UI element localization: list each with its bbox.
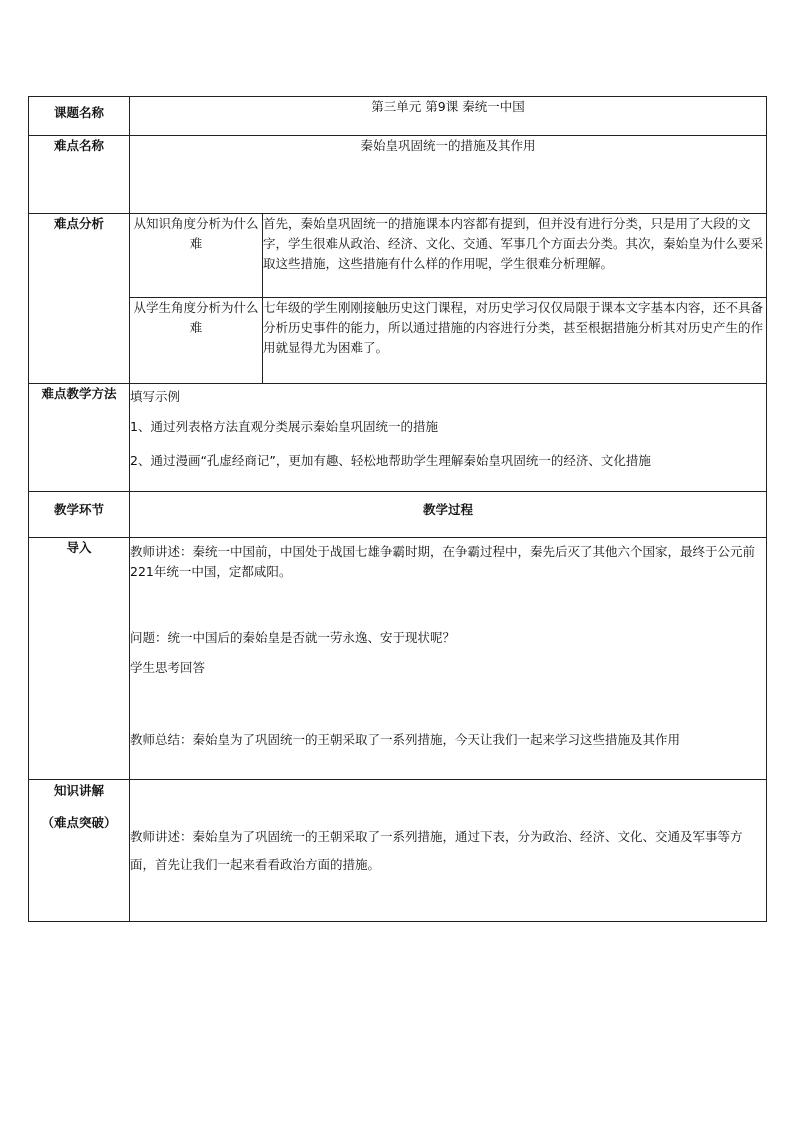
knowledge-angle-label-text: 从知识角度分析为什么难 bbox=[133, 216, 259, 251]
teaching-stage-label: 教学环节 bbox=[29, 492, 130, 538]
introduction-question: 问题：统一中国后的秦始皇是否就一劳永逸、安于现状呢？ bbox=[130, 630, 456, 645]
introduction-content bbox=[130, 538, 767, 780]
introduction-label: 导入 bbox=[29, 538, 130, 780]
row-knowledge-explanation bbox=[29, 780, 767, 922]
knowledge-angle-text bbox=[263, 214, 767, 298]
teaching-method-line-1: 1、通过列表格方法直观分类展示秦始皇巩固统一的措施 bbox=[130, 419, 438, 434]
knowledge-explanation-content bbox=[130, 780, 767, 922]
teaching-method-line-0: 填写示例 bbox=[130, 389, 181, 404]
knowledge-explanation-paragraph: 教师讲述：秦始皇为了巩固统一的王朝采取了一系列措施，通过下表，分为政治、经济、文化、交通及军事等方面，首先让我们一起来看看政治方面的措施。 bbox=[130, 828, 743, 872]
student-angle-paragraph: 七年级的学生刚刚接触历史这门课程，对历史学习仅仅局限于课本文字基本内容，还不具备分析历史事件的能力，所以通过措施的内容进行分类，甚至根据措施分析其对历史产生的作用就显得尤为困难了。 bbox=[263, 300, 764, 355]
teaching-method-content bbox=[130, 384, 767, 492]
row-lesson-title bbox=[29, 97, 767, 136]
teaching-method-label: 难点教学方法 bbox=[29, 384, 130, 492]
student-angle-text bbox=[263, 298, 767, 384]
student-angle-label-text: 从学生角度分析为什么难 bbox=[133, 300, 259, 335]
knowledge-angle-paragraph: 首先，秦始皇巩固统一的措施课本内容都有提到，但并没有进行分类，只是用了大段的文字，学生很难从政治、经济、文化、交通、军事几个方面去分类。其次，秦始皇为什么要采取这些措施，这些措施有什么样的作用呢，学生很难分析理解。 bbox=[263, 216, 764, 271]
student-angle-label bbox=[130, 298, 263, 384]
lesson-title-value: 第三单元 第9课 秦统一中国 bbox=[130, 97, 767, 136]
row-teaching-method bbox=[29, 384, 767, 492]
row-difficulty-name bbox=[29, 136, 767, 214]
lesson-plan-table bbox=[28, 96, 767, 922]
knowledge-angle-label bbox=[130, 214, 263, 298]
introduction-summary: 教师总结：秦始皇为了巩固统一的王朝采取了一系列措施，今天让我们一起来学习这些措施及其作用 bbox=[130, 732, 681, 747]
introduction-student-answer: 学生思考回答 bbox=[130, 660, 206, 675]
row-introduction bbox=[29, 538, 767, 780]
teaching-method-line-2: 2、通过漫画“孔虚经商记”，更加有趣、轻松地帮助学生理解秦始皇巩固统一的经济、文化措施 bbox=[130, 453, 651, 468]
difficulty-name-label: 难点名称 bbox=[29, 136, 130, 214]
lesson-title-label: 课题名称 bbox=[29, 97, 130, 136]
teaching-process-header: 教学过程 bbox=[130, 492, 767, 538]
row-teaching-stage-header bbox=[29, 492, 767, 538]
knowledge-explanation-label-2: （难点突破） bbox=[41, 815, 117, 830]
knowledge-explanation-label-1: 知识讲解 bbox=[53, 783, 104, 798]
row-difficulty-analysis-student bbox=[29, 298, 767, 384]
difficulty-analysis-label: 难点分析 bbox=[29, 214, 130, 384]
knowledge-explanation-label bbox=[29, 780, 130, 922]
difficulty-name-value: 秦始皇巩固统一的措施及其作用 bbox=[130, 136, 767, 214]
row-difficulty-analysis-knowledge bbox=[29, 214, 767, 298]
introduction-paragraph-1: 教师讲述：秦统一中国前，中国处于战国七雄争霸时期，在争霸过程中，秦先后灭了其他六个国家，最终于公元前221年统一中国，定都咸阳。 bbox=[130, 544, 756, 579]
